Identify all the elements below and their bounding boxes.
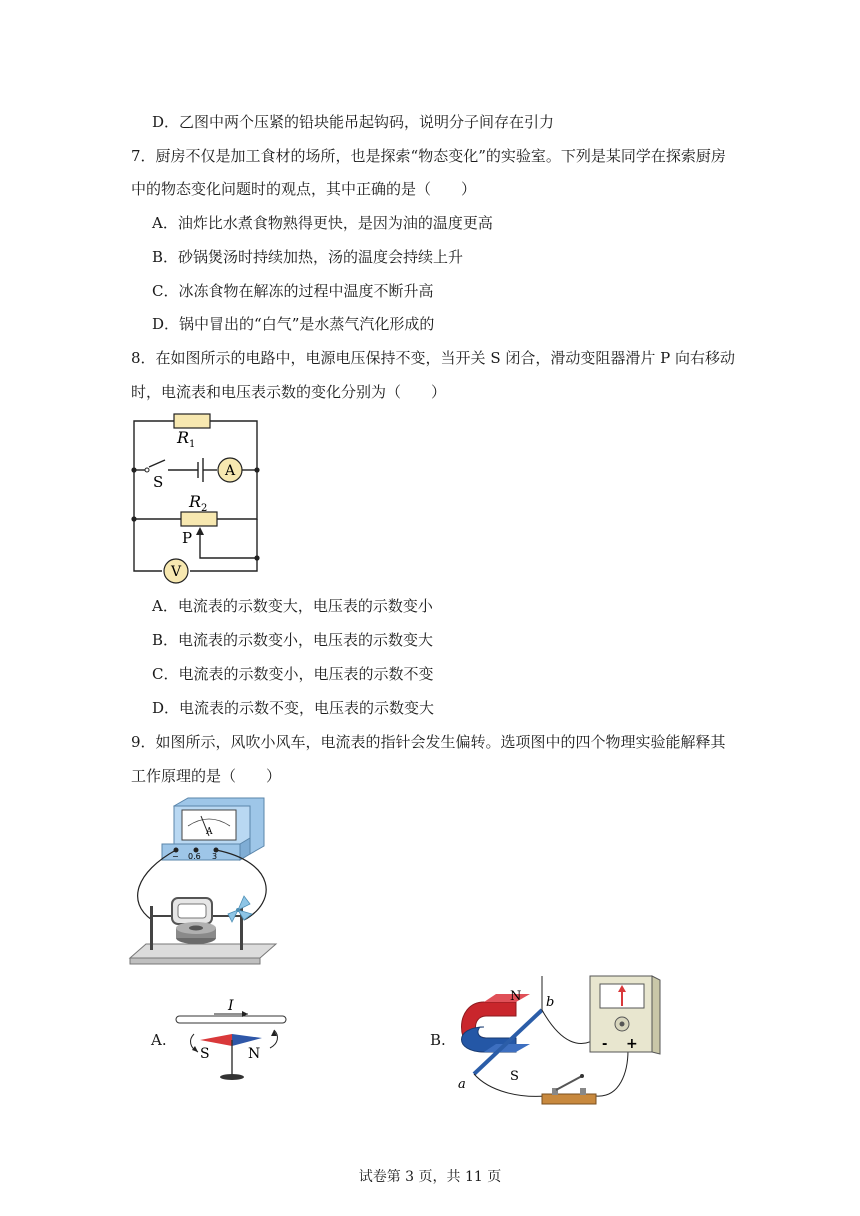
ammeter-label: A	[225, 463, 236, 479]
svg-text:-: -	[602, 1037, 608, 1052]
q7-option-a: A．油炸比水煮食物熟得更快，是因为油的温度更高	[152, 214, 493, 232]
option-a-oersted-figure	[174, 996, 290, 1082]
meter-symbol: A	[206, 827, 213, 837]
rod-end-b-label: b	[546, 995, 555, 1010]
rod-end-a-label: a	[458, 1077, 466, 1092]
rheostat-r2	[181, 512, 217, 526]
meter-terminal-minus: −	[172, 852, 179, 861]
q9-stem-line2: 工作原理的是（ ）	[131, 767, 282, 785]
q7-option-c: C．冰冻食物在解冻的过程中温度不断升高	[152, 282, 434, 300]
current-label: I	[228, 998, 234, 1014]
q7-stem-line1: 7．厨房不仅是加工食材的场所，也是探索“物态变化”的实验室。下列是某同学在探索厨房	[131, 147, 726, 165]
slider-label: P	[182, 529, 193, 547]
q8-stem-line1: 8．在如图所示的电路中，电源电压保持不变，当开关 S 闭合，滑动变阻器滑片 P 向右移动	[131, 349, 735, 367]
meter-terminal-3: 3	[212, 852, 218, 861]
pole-s-label: S	[200, 1046, 210, 1062]
meter-terminal-06: 0.6	[188, 852, 201, 861]
svg-text:+: +	[626, 1036, 638, 1052]
r1-label: R	[177, 428, 190, 447]
q7-option-b: B．砂锅煲汤时持续加热，汤的温度会持续上升	[152, 248, 464, 266]
q8-option-b: B．电流表的示数变小，电压表的示数变大	[152, 631, 434, 649]
q7-option-d: D．锅中冒出的“白气”是水蒸气汽化形成的	[152, 315, 435, 333]
magnet-s-label: S	[510, 1069, 519, 1084]
magnet-n-label: N	[510, 989, 522, 1004]
page-footer: 试卷第 3 页，共 11 页	[358, 1169, 502, 1185]
q9-windmill-generator-figure	[126, 792, 282, 970]
r2-label: R	[189, 492, 202, 511]
q8-circuit-diagram	[120, 408, 280, 588]
q8-option-a: A．电流表的示数变大，电压表的示数变小	[152, 597, 433, 615]
q8-option-d: D．电流表的示数不变，电压表的示数变大	[152, 699, 435, 717]
option-a-letter: A.	[151, 1031, 167, 1049]
pole-n-label: N	[248, 1046, 261, 1062]
q7-stem-line2: 中的物态变化问题时的观点，其中正确的是（ ）	[131, 180, 477, 198]
needle-n-half	[232, 1034, 262, 1046]
r1-subscript: 1	[189, 439, 196, 450]
q9-stem-line1: 9．如图所示，风吹小风车，电流表的指针会发生偏转。选项图中的四个物理实验能解释其	[131, 733, 726, 751]
option-b-letter: B.	[430, 1031, 446, 1049]
switch-label: S	[153, 473, 164, 491]
q8-stem-line2: 时，电流表和电压表示数的变化分别为（ ）	[131, 383, 447, 401]
q6-option-d: D．乙图中两个压紧的铅块能吊起钩码，说明分子间存在引力	[152, 113, 555, 131]
option-b-induction-figure	[450, 972, 665, 1112]
q8-option-c: C．电流表的示数变小，电压表的示数不变	[152, 665, 434, 683]
voltmeter-label: V	[171, 564, 182, 580]
resistor-r1	[174, 414, 210, 428]
r2-subscript: 2	[201, 503, 208, 514]
needle-s-half	[200, 1034, 232, 1046]
